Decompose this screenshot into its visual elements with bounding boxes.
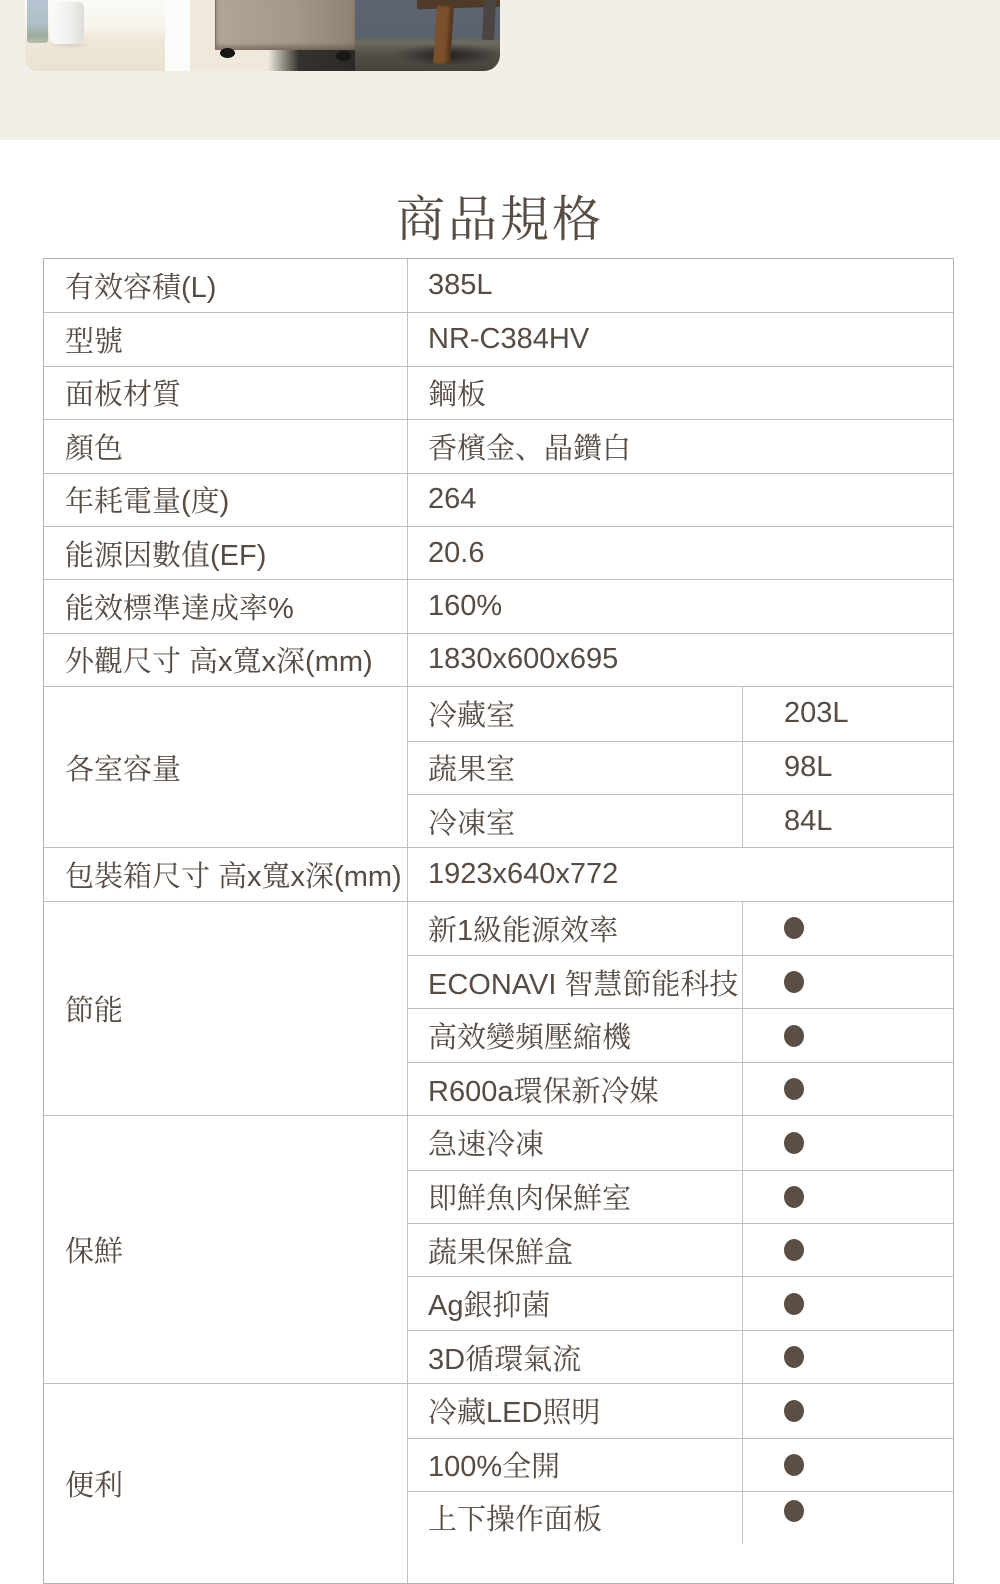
feature-cell: [742, 1009, 953, 1061]
feature-dot: [784, 1293, 804, 1315]
spec-row: [44, 419, 953, 472]
capacity-value: 84L: [742, 795, 953, 847]
feature-name: 冷凍室: [428, 807, 516, 840]
capacity-value: 98L: [742, 742, 953, 794]
spec-row-label: 包裝箱尺寸 高x寬x深(mm): [65, 860, 402, 893]
spec-row-value: 香檳金、晶鑽白: [407, 420, 953, 472]
feature-name: 冷藏室: [428, 700, 516, 733]
spec-row-label: 年耗電量(度): [65, 486, 230, 519]
feature-cell: [742, 956, 953, 1008]
feature-dot: [784, 917, 804, 939]
spec-row-label: 面板材質: [65, 379, 182, 412]
feature-dot: [784, 1346, 804, 1368]
spec-row: [44, 526, 953, 579]
fridge-wheel-right: [336, 51, 351, 61]
spec-row: [44, 259, 953, 312]
spec-subrow: [408, 1116, 953, 1169]
feature-cell: [742, 1063, 953, 1115]
spec-row-label: 外觀尺寸 高x寬x深(mm): [65, 646, 373, 679]
spec-subrow: [408, 955, 953, 1008]
white-bin: [50, 2, 84, 44]
spec-row-label: 節能: [65, 994, 124, 1027]
feature-cell: [742, 902, 953, 955]
spec-row-label: 有效容積(L): [65, 272, 217, 305]
feature-cell: [742, 1116, 953, 1169]
photo-dark-scene: [355, 0, 500, 71]
spec-row: [44, 366, 953, 419]
feature-dot: [784, 1132, 804, 1154]
spec-row-label: 便利: [65, 1470, 124, 1503]
feature-name: 新1級能源效率: [428, 914, 619, 947]
feature-dot: [784, 1400, 804, 1422]
feature-dot: [784, 1078, 804, 1100]
feature-cell: [742, 1331, 953, 1383]
spec-row-value: NR-C384HV: [407, 313, 953, 365]
spec-subrow: [408, 902, 953, 955]
feature-name: Ag銀抑菌: [428, 1290, 551, 1323]
spec-subrows: [407, 687, 953, 847]
feature-cell: [742, 1439, 953, 1491]
feature-cell: [742, 1277, 953, 1329]
spec-subrow: [408, 687, 953, 740]
spec-row: [44, 847, 953, 900]
spec-subrow: [408, 1223, 953, 1276]
feature-dot: [784, 1500, 804, 1522]
spec-row: [44, 633, 953, 686]
page-title: 商品規格: [395, 193, 604, 247]
feature-name: 急速冷凍: [428, 1129, 545, 1162]
spec-row-value: 160%: [407, 580, 953, 632]
spec-subrow: [408, 1438, 953, 1491]
feature-name: ECONAVI 智慧節能科技: [428, 968, 739, 1001]
spec-row-label: 能效標準達成率%: [65, 593, 294, 626]
hero-photos: [25, 0, 500, 71]
feature-name: R600a環保新冷媒: [428, 1075, 659, 1108]
photo-fridge-scene: [190, 0, 355, 71]
spec-subrow: [408, 1008, 953, 1061]
spec-row: [44, 473, 953, 526]
spec-row-value: 264: [407, 474, 953, 526]
spec-row-value: 1830x600x695: [407, 634, 953, 686]
spec-subrows: [407, 1384, 953, 1583]
spec-subrow: [408, 1062, 953, 1115]
spec-subrow: [408, 1276, 953, 1329]
spec-row-value: 20.6: [407, 527, 953, 579]
feature-name: 上下操作面板: [428, 1503, 603, 1536]
spec-subrow: [408, 1384, 953, 1437]
feature-name: 高效變頻壓縮機: [428, 1022, 632, 1055]
spec-subrows: [407, 1116, 953, 1383]
feature-dot: [784, 1025, 804, 1047]
spec-row-value: 385L: [407, 259, 953, 312]
fridge-wheel-left: [220, 48, 235, 58]
blue-object: [27, 0, 48, 43]
feature-name: 3D循環氣流: [428, 1343, 582, 1376]
spec-row: [44, 686, 953, 847]
spec-row-value: 鋼板: [407, 367, 953, 419]
spec-row: [44, 901, 953, 1116]
spec-subrows: [407, 902, 953, 1116]
spec-subrow: [408, 794, 953, 847]
spec-subrow: [408, 1491, 953, 1544]
spec-row-label: 各室容量: [65, 753, 182, 786]
feature-name: 100%全開: [428, 1451, 561, 1484]
feature-dot: [784, 1454, 804, 1476]
feature-cell: [742, 1224, 953, 1276]
feature-name: 冷藏LED照明: [428, 1397, 601, 1430]
feature-dot: [784, 1186, 804, 1208]
capacity-value: 203L: [742, 687, 953, 740]
feature-dot: [784, 1239, 804, 1261]
spec-table: [43, 258, 954, 1584]
spec-row-label: 保鮮: [65, 1236, 124, 1269]
spec-subrow: [408, 741, 953, 794]
feature-name: 即鮮魚肉保鮮室: [428, 1183, 632, 1216]
feature-name: 蔬果保鮮盒: [428, 1236, 574, 1269]
spec-row-label: 型號: [65, 326, 124, 359]
spec-row-label: 顏色: [65, 432, 124, 465]
spec-row: [44, 579, 953, 632]
feature-dot: [784, 971, 804, 993]
stool-leg-back: [482, 0, 496, 40]
feature-name: 蔬果室: [428, 754, 516, 787]
spec-subrow: [408, 1330, 953, 1383]
spec-subrow: [408, 1170, 953, 1223]
spec-row: [44, 1115, 953, 1383]
feature-cell: [742, 1171, 953, 1223]
spec-row-value: 1923x640x772: [407, 848, 953, 900]
refrigerator-panel: [215, 0, 356, 50]
spec-row-label: 能源因數值(EF): [65, 539, 267, 572]
feature-cell: [742, 1384, 953, 1437]
fridge-floor: [215, 50, 355, 71]
spec-row: [44, 312, 953, 365]
spec-row: [44, 1383, 953, 1583]
